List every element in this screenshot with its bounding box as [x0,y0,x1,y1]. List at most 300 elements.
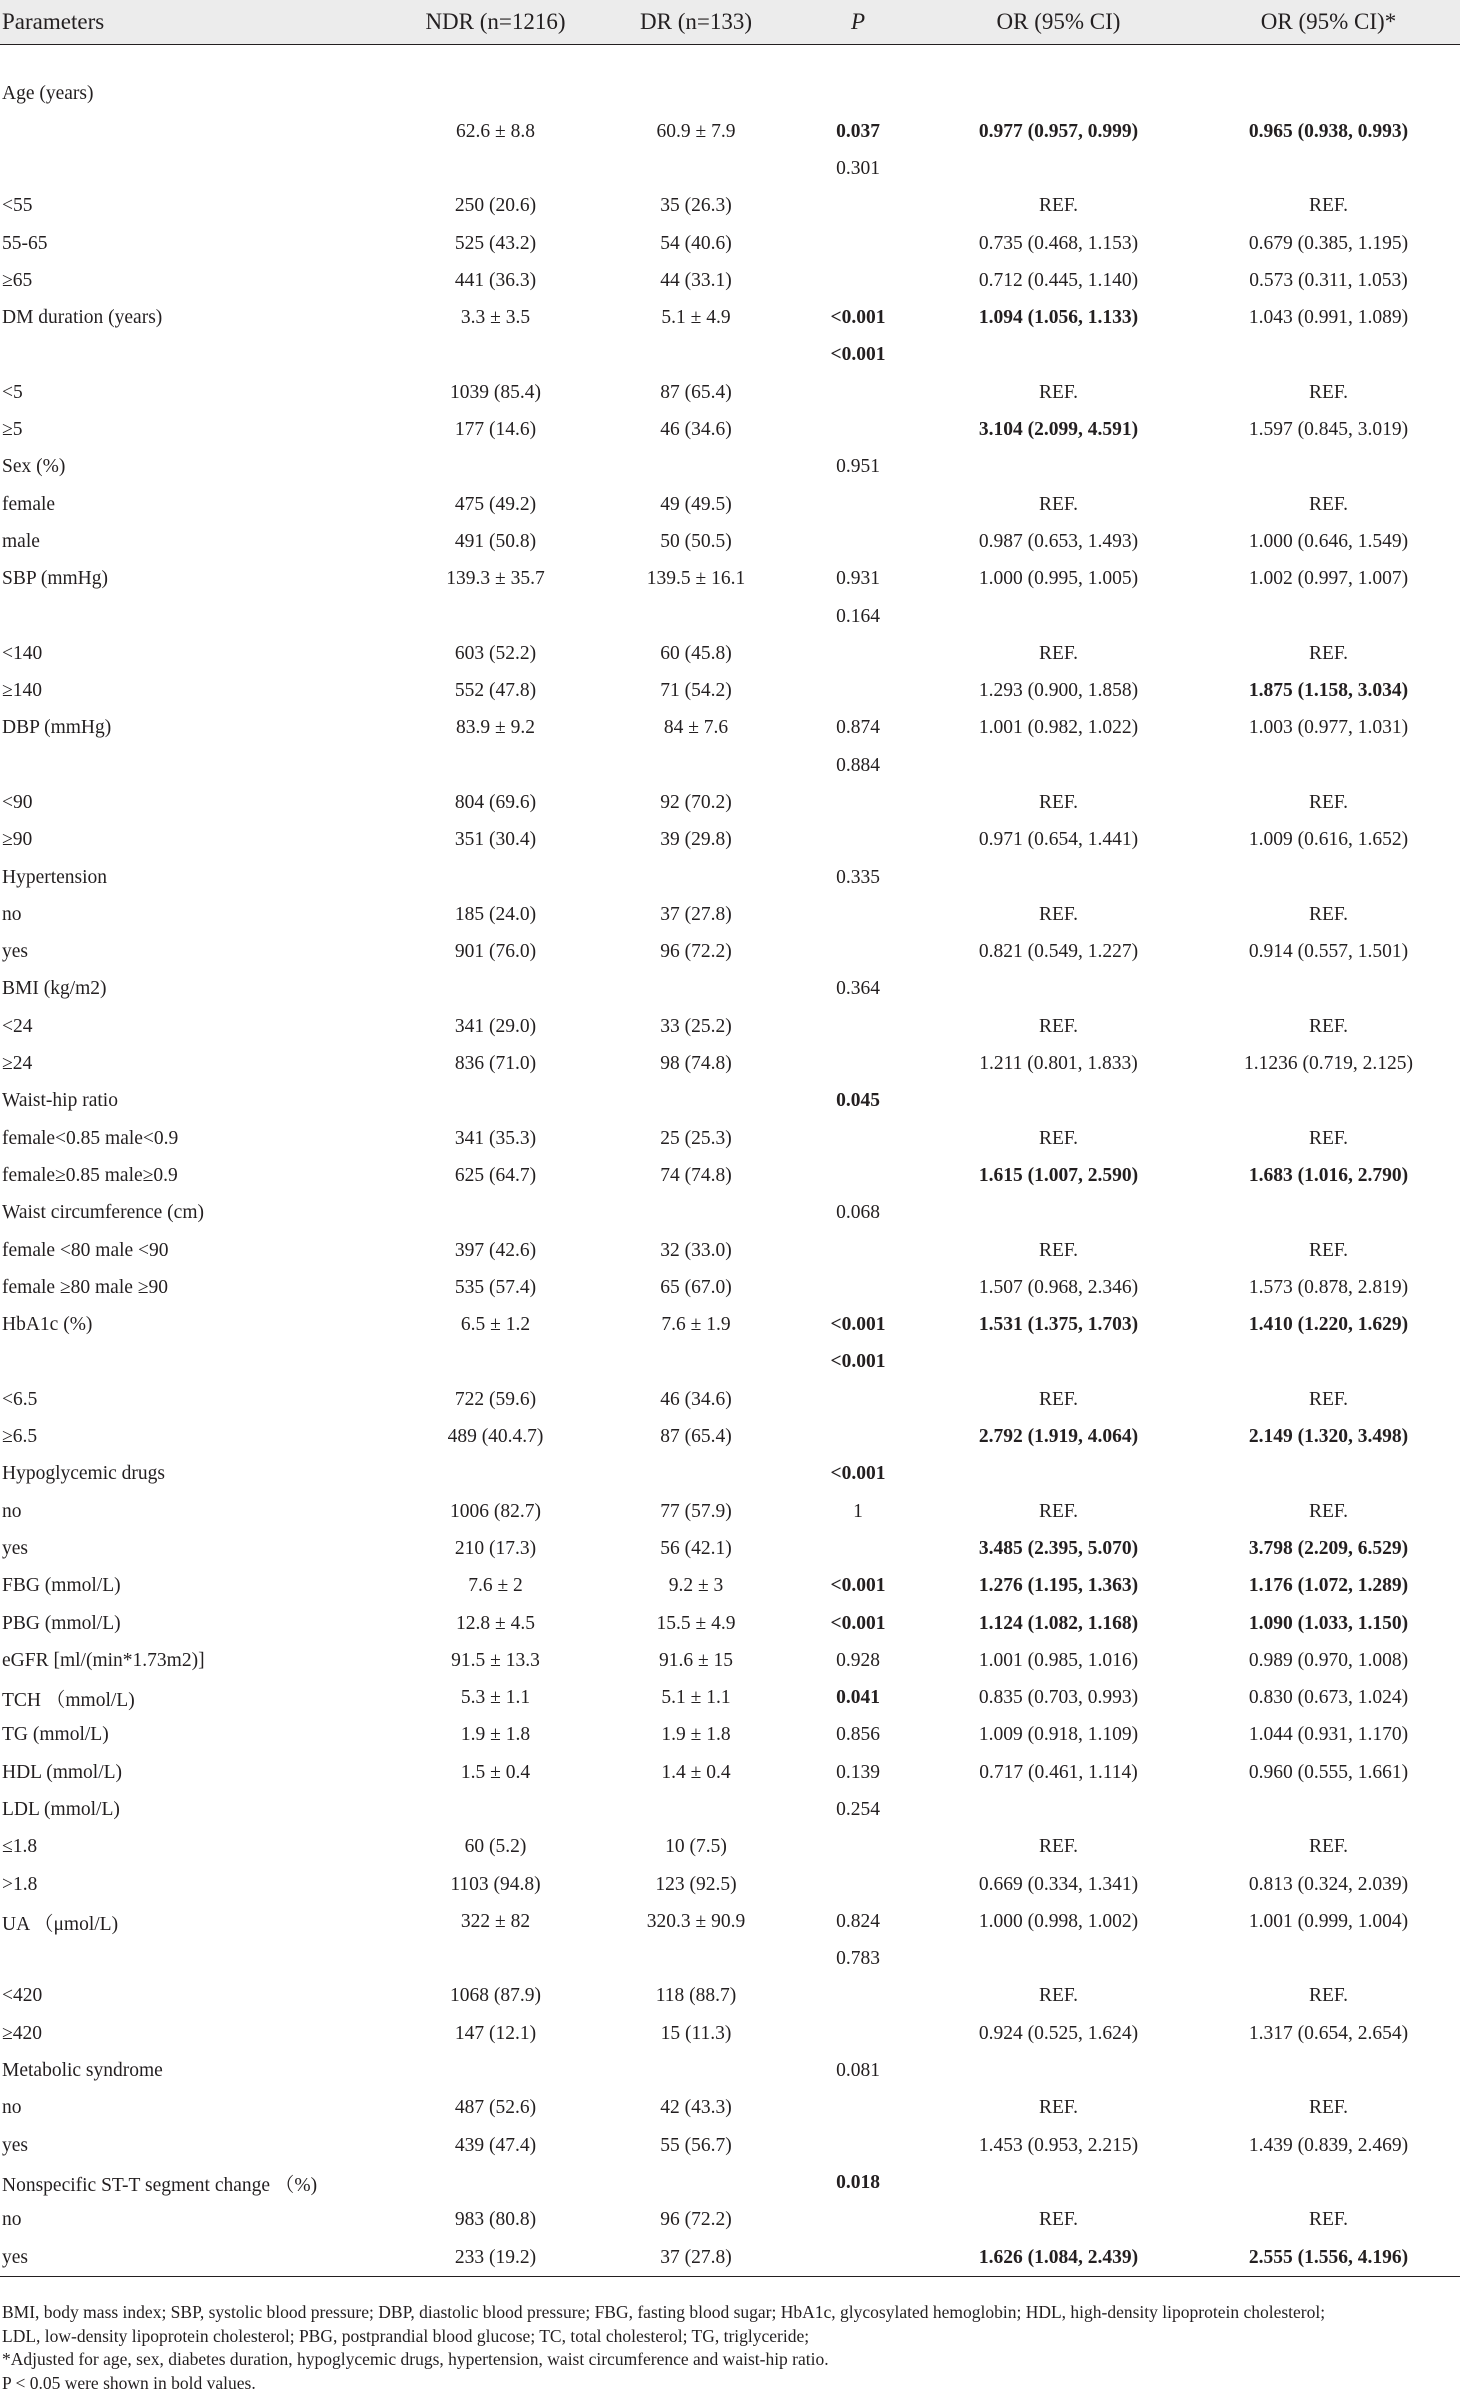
dr-cell: 9.2 ± 3 [668,1575,724,1597]
or-cell: 1.615 (1.007, 2.590) [978,1164,1139,1186]
or-adjusted-cell: 0.573 (0.311, 1.053) [1249,269,1408,291]
ndr-cell: 147 (12.1) [454,2022,537,2044]
or-cell: 2.792 (1.919, 4.064) [978,1426,1139,1448]
ndr-cell: 804 (69.6) [454,791,537,813]
dr-cell [596,449,796,486]
or-cell: 1.001 (0.982, 1.022) [978,717,1139,739]
table-row [0,822,1460,859]
ndr-cell: 351 (30.4) [454,829,537,851]
p-value-cell [796,1232,920,1269]
ndr-cell [395,337,596,374]
or-cell: 0.987 (0.653, 1.493) [978,530,1139,552]
ndr-cell: 1.9 ± 1.8 [460,1724,531,1746]
or-cell: 1.453 (0.953, 2.215) [978,2134,1139,2156]
footnote-adjustment: *Adjusted for age, sex, diabetes duration, hypoglycemic drugs, hypertension, waist circumference and waist-hip ratio. [2,2349,829,2370]
or-adjusted-cell [1197,1791,1460,1828]
parameter-cell: <420 [2,1985,43,2007]
dr-cell: 50 (50.5) [660,530,732,552]
or-cell [920,1791,1197,1828]
dr-cell [596,2052,796,2089]
or-adjusted-cell: REF. [1308,195,1349,217]
ndr-cell: 603 (52.2) [454,642,537,664]
p-value-cell [796,1157,920,1194]
dr-cell: 46 (34.6) [660,419,732,441]
or-adjusted-cell: 0.914 (0.557, 1.501) [1248,941,1409,963]
parameter-cell: ≥5 [2,419,23,441]
or-cell: 1.001 (0.985, 1.016) [978,1649,1139,1671]
table-row [0,1344,1460,1381]
table-row [0,337,1460,374]
p-value-cell [796,2127,920,2164]
or-adjusted-cell: 1.573 (0.878, 2.819) [1248,1276,1409,1298]
p-value-cell [796,1269,920,1306]
p-value-cell [796,225,920,262]
or-adjusted-cell: 1.439 (0.839, 2.469) [1248,2134,1409,2156]
dr-cell: 139.5 ± 16.1 [646,568,746,590]
ndr-cell: 3.3 ± 3.5 [460,307,531,329]
parameter-cell: 55-65 [2,232,48,254]
p-value-cell: 0.301 [836,157,880,179]
dr-cell [596,859,796,896]
p-value-cell: 0.018 [836,2171,880,2193]
or-adjusted-cell: REF. [1308,791,1349,813]
parameter-cell: TCH （mmol/L) [2,1690,135,1712]
table-row [0,1232,1460,1269]
or-cell: 1.626 (1.084, 2.439) [920,2239,1197,2277]
ndr-cell [395,747,596,784]
or-cell: 1.124 (1.082, 1.168) [978,1612,1139,1634]
parameter-cell: female≥0.85 male≥0.9 [2,1164,178,1186]
parameter-cell [0,1941,395,1978]
header-ndr: NDR (n=1216) [395,0,596,45]
or-cell: REF. [1038,381,1079,403]
dr-cell: 123 (92.5) [655,1873,737,1895]
or-cell [920,1456,1197,1493]
dr-cell [596,598,796,635]
ndr-cell: 836 (71.0) [454,1053,537,1075]
dr-cell: 98 (74.8) [660,1053,732,1075]
or-adjusted-cell: REF. [1308,1239,1349,1261]
ndr-cell: 12.8 ± 4.5 [456,1612,535,1634]
table-row [0,1866,1460,1903]
dr-cell: 5.1 ± 1.1 [661,1687,731,1709]
or-cell [920,2164,1197,2201]
p-value-cell: 0.068 [836,1202,880,1224]
ndr-cell: 1.5 ± 0.4 [460,1761,531,1783]
or-cell: REF. [1038,642,1079,664]
dr-cell: 7.6 ± 1.9 [661,1314,731,1336]
parameter-cell: Waist circumference (cm) [2,1202,204,1224]
table-row [0,225,1460,262]
ndr-cell: 60 (5.2) [464,1836,527,1858]
table-header [0,0,1460,45]
or-adjusted-cell: 2.555 (1.556, 4.196) [1197,2239,1460,2277]
parameter-cell: HDL (mmol/L) [2,1761,123,1783]
p-value-cell [796,1829,920,1866]
p-value-cell [796,1381,920,1418]
or-adjusted-cell [1197,1344,1460,1381]
table-body [0,45,1460,2277]
parameter-cell [0,150,395,187]
parameter-cell: ≥24 [2,1053,33,1075]
table-row [0,1008,1460,1045]
table-row [0,188,1460,225]
parameter-cell: Nonspecific ST-T segment change （%) [2,2174,318,2196]
ndr-cell: 1039 (85.4) [450,381,541,403]
table-row [0,1269,1460,1306]
or-cell: 0.821 (0.549, 1.227) [978,941,1139,963]
footnote-abbreviations-1: BMI, body mass index; SBP, systolic blood pressure; DBP, diastolic blood pressure; FBG, fasting blood sugar; HbA1c, glycosylated hemoglobin; HDL, high-density lipoprotein cholesterol; [2,2302,1326,2323]
parameter-cell: PBG (mmol/L) [2,1612,121,1634]
table-row [0,1418,1460,1455]
table-row [0,1941,1460,1978]
dr-cell: 1.9 ± 1.8 [661,1724,731,1746]
or-adjusted-cell [1197,2164,1460,2201]
or-adjusted-cell: REF. [1308,642,1349,664]
p-value-cell: 0.081 [836,2060,880,2082]
ndr-cell: 250 (20.6) [454,195,537,217]
p-value-cell [796,523,920,560]
or-adjusted-cell [1197,2052,1460,2089]
or-cell: 0.735 (0.468, 1.153) [978,232,1139,254]
dr-cell: 15 (11.3) [660,2022,732,2044]
table-row [0,523,1460,560]
ndr-cell [395,1344,596,1381]
p-value-cell [796,672,920,709]
table-row [0,896,1460,933]
or-cell [920,1195,1197,1232]
p-value-cell: <0.001 [830,1463,886,1485]
or-adjusted-cell [1197,971,1460,1008]
dr-cell: 39 (29.8) [660,829,732,851]
ndr-cell: 322 ± 82 [460,1910,531,1932]
p-value-cell [796,374,920,411]
p-value-cell: <0.001 [830,344,886,366]
dr-cell: 96 (72.2) [660,2209,732,2231]
dr-cell: 71 (54.2) [660,680,732,702]
ndr-cell: 489 (40.4.7) [447,1426,544,1448]
or-adjusted-cell: REF. [1308,1500,1349,1522]
dr-cell: 44 (33.1) [660,269,732,291]
ndr-cell: 341 (29.0) [454,1015,537,1037]
parameter-cell: no [2,2097,22,2119]
dr-cell: 15.5 ± 4.9 [656,1612,736,1634]
footnote-significance: P < 0.05 were shown in bold values. [2,2372,256,2393]
ndr-cell: 91.5 ± 13.3 [451,1649,540,1671]
parameter-cell: FBG (mmol/L) [2,1575,121,1597]
parameter-cell: eGFR [ml/(min*1.73m2)] [2,1649,205,1671]
or-adjusted-cell [1197,1083,1460,1120]
header-row [0,0,1460,45]
parameter-cell: yes [2,2134,28,2156]
parameter-cell: ≥140 [2,680,42,702]
table-row [0,2164,1460,2201]
parameter-cell: yes [2,941,28,963]
or-cell: REF. [1038,1500,1079,1522]
or-adjusted-cell: 1.001 (0.999, 1.004) [1248,1910,1409,1932]
dr-cell: 55 (56.7) [660,2134,732,2156]
dr-cell: 84 ± 7.6 [663,717,729,739]
p-value-cell: 0.783 [836,1948,880,1970]
or-adjusted-cell: 1.410 (1.220, 1.629) [1248,1314,1409,1336]
or-cell: 1.000 (0.995, 1.005) [978,568,1139,590]
dr-cell: 96 (72.2) [660,941,732,963]
table-row [0,784,1460,821]
or-cell: REF. [1038,1127,1079,1149]
p-value-cell [796,1866,920,1903]
ndr-cell [395,971,596,1008]
or-cell: REF. [1038,1015,1079,1037]
dr-cell: 49 (49.5) [660,493,732,515]
header-dr: DR (n=133) [596,0,796,45]
p-value-cell: 0.364 [836,978,880,1000]
table-row [0,598,1460,635]
table-row [0,1791,1460,1828]
dr-cell: 60 (45.8) [660,642,732,664]
parameter-cell [0,337,395,374]
p-value-cell: <0.001 [830,1314,886,1336]
table-row [0,1157,1460,1194]
parameter-cell: female<0.85 male<0.9 [2,1127,179,1149]
parameter-cell: LDL (mmol/L) [2,1799,120,1820]
or-adjusted-cell: REF. [1308,1836,1349,1858]
or-adjusted-cell: REF. [1308,1388,1349,1410]
or-adjusted-cell: 0.679 (0.385, 1.195) [1248,232,1409,254]
p-value-cell [796,1120,920,1157]
ndr-cell [395,1083,596,1120]
ndr-cell: 177 (14.6) [454,419,537,441]
dr-cell [596,2164,796,2201]
or-cell: 0.971 (0.654, 1.441) [978,829,1139,851]
p-value-cell [796,784,920,821]
parameter-cell: yes [2,1537,28,1559]
header-or-adjusted: OR (95% CI)* [1197,0,1460,45]
ndr-cell: 185 (24.0) [454,903,537,925]
ndr-cell [395,1456,596,1493]
or-adjusted-cell: 1.000 (0.646, 1.549) [1248,530,1409,552]
table-row [0,1083,1460,1120]
p-value-cell [796,2015,920,2052]
ndr-cell: 983 (80.8) [454,2209,537,2231]
or-adjusted-cell: REF. [1308,1127,1349,1149]
p-value-cell [796,188,920,225]
or-cell: REF. [1038,903,1079,925]
table-row [0,411,1460,448]
or-cell: 1.293 (0.900, 1.858) [978,680,1139,702]
table-row [0,1717,1460,1754]
parameter-cell [0,747,395,784]
or-cell: REF. [1038,1836,1079,1858]
or-cell [920,337,1197,374]
or-adjusted-cell: 1.003 (0.977, 1.031) [1248,717,1409,739]
p-value-cell: <0.001 [830,1351,886,1373]
or-adjusted-cell [1197,1456,1460,1493]
ndr-cell: 139.3 ± 35.7 [446,568,545,590]
or-adjusted-cell: 0.965 (0.938, 0.993) [1248,120,1409,142]
p-value-cell: 0.928 [836,1649,880,1671]
ndr-cell: 722 (59.6) [454,1388,537,1410]
parameter-cell: ≥420 [2,2022,42,2044]
p-value-cell: 0.164 [836,605,880,627]
ndr-cell: 535 (57.4) [454,1276,537,1298]
or-cell [920,45,1197,114]
table-row [0,635,1460,672]
or-cell [920,598,1197,635]
p-value-cell: 0.037 [836,120,880,142]
dr-cell: 92 (70.2) [660,791,732,813]
p-value-cell: 0.951 [836,456,880,478]
parameter-cell: female <80 male <90 [2,1239,169,1261]
parameter-cell: Waist-hip ratio [2,1090,118,1112]
or-adjusted-cell: REF. [1308,381,1349,403]
table-row [0,971,1460,1008]
table-row [0,262,1460,299]
dr-cell: 320.3 ± 90.9 [646,1910,746,1932]
p-value-cell [796,934,920,971]
dr-cell [596,1941,796,1978]
or-cell: 1.094 (1.056, 1.133) [978,307,1139,329]
table-row [0,1754,1460,1791]
p-value-cell [796,2090,920,2127]
ndr-cell: 439 (47.4) [454,2134,537,2156]
table-row [0,1642,1460,1679]
p-value-cell: 1 [853,1500,863,1522]
dr-cell: 25 (25.3) [660,1127,732,1149]
or-cell: REF. [1038,1239,1079,1261]
or-cell: REF. [1038,2209,1079,2231]
dr-cell: 42 (43.3) [660,2097,732,2119]
p-value-cell [796,262,920,299]
or-adjusted-cell: 1.875 (1.158, 3.034) [1248,680,1409,702]
ndr-cell: 7.6 ± 2 [468,1575,523,1597]
or-adjusted-cell [1197,45,1460,114]
ndr-cell: 6.5 ± 1.2 [460,1314,531,1336]
table-row [0,1045,1460,1082]
or-cell: 0.712 (0.445, 1.140) [978,269,1139,291]
dr-cell: 37 (27.8) [596,2239,796,2277]
parameter-cell: ≥6.5 [2,1426,38,1448]
or-adjusted-cell [1197,150,1460,187]
or-adjusted-cell: 0.813 (0.324, 2.039) [1248,1873,1409,1895]
or-adjusted-cell: 1.683 (1.016, 2.790) [1248,1164,1409,1186]
table-row [0,1829,1460,1866]
dr-cell [596,150,796,187]
parameter-cell: BMI (kg/m2) [2,978,107,1000]
or-cell: 3.104 (2.099, 4.591) [978,419,1139,441]
parameter-cell: female [2,493,56,515]
table-row [0,1195,1460,1232]
parameter-cell: DBP (mmHg) [2,717,112,739]
dr-cell: 87 (65.4) [660,381,732,403]
or-cell [920,2052,1197,2089]
or-adjusted-cell: 3.798 (2.209, 6.529) [1248,1537,1409,1559]
header-parameters: Parameters [0,0,395,45]
or-cell [920,971,1197,1008]
or-adjusted-cell: REF. [1308,1985,1349,2007]
ndr-cell [395,449,596,486]
table-row [0,150,1460,187]
table-row [0,2015,1460,2052]
or-adjusted-cell: 0.989 (0.970, 1.008) [1248,1649,1409,1671]
ndr-cell: 1006 (82.7) [450,1500,541,1522]
p-value-cell: 0.041 [836,1687,880,1709]
dr-cell: 65 (67.0) [660,1276,732,1298]
or-cell: 0.924 (0.525, 1.624) [978,2022,1139,2044]
or-cell: 0.669 (0.334, 1.341) [978,1873,1139,1895]
or-adjusted-cell: REF. [1308,2097,1349,2119]
or-adjusted-cell [1197,598,1460,635]
dr-cell: 33 (25.2) [660,1015,732,1037]
ndr-cell: 487 (52.6) [454,2097,537,2119]
p-value-cell [796,1045,920,1082]
parameter-cell [0,1344,395,1381]
ndr-cell: 491 (50.8) [454,530,537,552]
parameter-cell: <5 [2,381,23,403]
parameter-cell: <90 [2,791,33,813]
or-adjusted-cell: 1.1236 (0.719, 2.125) [1244,1053,1413,1075]
p-value-cell: 0.824 [836,1910,880,1932]
or-cell: REF. [1038,1388,1079,1410]
p-value-cell: <0.001 [830,307,886,329]
dr-cell: 35 (26.3) [660,195,732,217]
p-value-cell: 0.874 [836,717,880,739]
table-row [0,1307,1460,1344]
or-cell: REF. [1038,791,1079,813]
p-value-cell: 0.045 [836,1090,880,1112]
parameter-cell: no [2,2209,22,2231]
table-row [0,710,1460,747]
dr-cell: 5.1 ± 4.9 [661,307,731,329]
table-row [0,1679,1460,1716]
ndr-cell [395,2164,596,2201]
or-cell: 1.000 (0.998, 1.002) [978,1910,1139,1932]
parameter-cell: >1.8 [2,1873,38,1895]
table-row [0,1978,1460,2015]
table-row [0,449,1460,486]
table-row [0,2052,1460,2089]
p-value-cell [796,1418,920,1455]
parameter-cell: no [2,903,22,925]
parameter-cell: yes [0,2239,395,2277]
p-value-cell [796,45,920,114]
parameter-cell: Sex (%) [2,456,66,478]
table-row [0,1530,1460,1567]
ndr-cell: 625 (64.7) [454,1164,537,1186]
dr-cell [596,1456,796,1493]
dr-cell: 46 (34.6) [660,1388,732,1410]
ndr-cell: 210 (17.3) [454,1537,537,1559]
parameter-cell: no [2,1500,22,1522]
dr-cell [596,337,796,374]
ndr-cell: 5.3 ± 1.1 [460,1687,531,1709]
p-value-cell [796,896,920,933]
dr-cell: 77 (57.9) [660,1500,732,1522]
ndr-cell [395,2052,596,2089]
or-adjusted-cell: 1.317 (0.654, 2.654) [1248,2022,1409,2044]
header-p-value: P [796,0,920,45]
p-value-cell [796,1008,920,1045]
or-adjusted-cell [1197,337,1460,374]
parameter-cell [0,113,395,150]
dr-cell: 118 (88.7) [655,1985,737,2007]
dr-cell: 37 (27.8) [660,903,732,925]
p-value-cell: 0.139 [836,1761,880,1783]
dr-cell [596,1195,796,1232]
ndr-cell: 233 (19.2) [395,2239,596,2277]
ndr-cell: 83.9 ± 9.2 [456,717,535,739]
table-row [0,45,1460,114]
dr-cell [596,45,796,114]
